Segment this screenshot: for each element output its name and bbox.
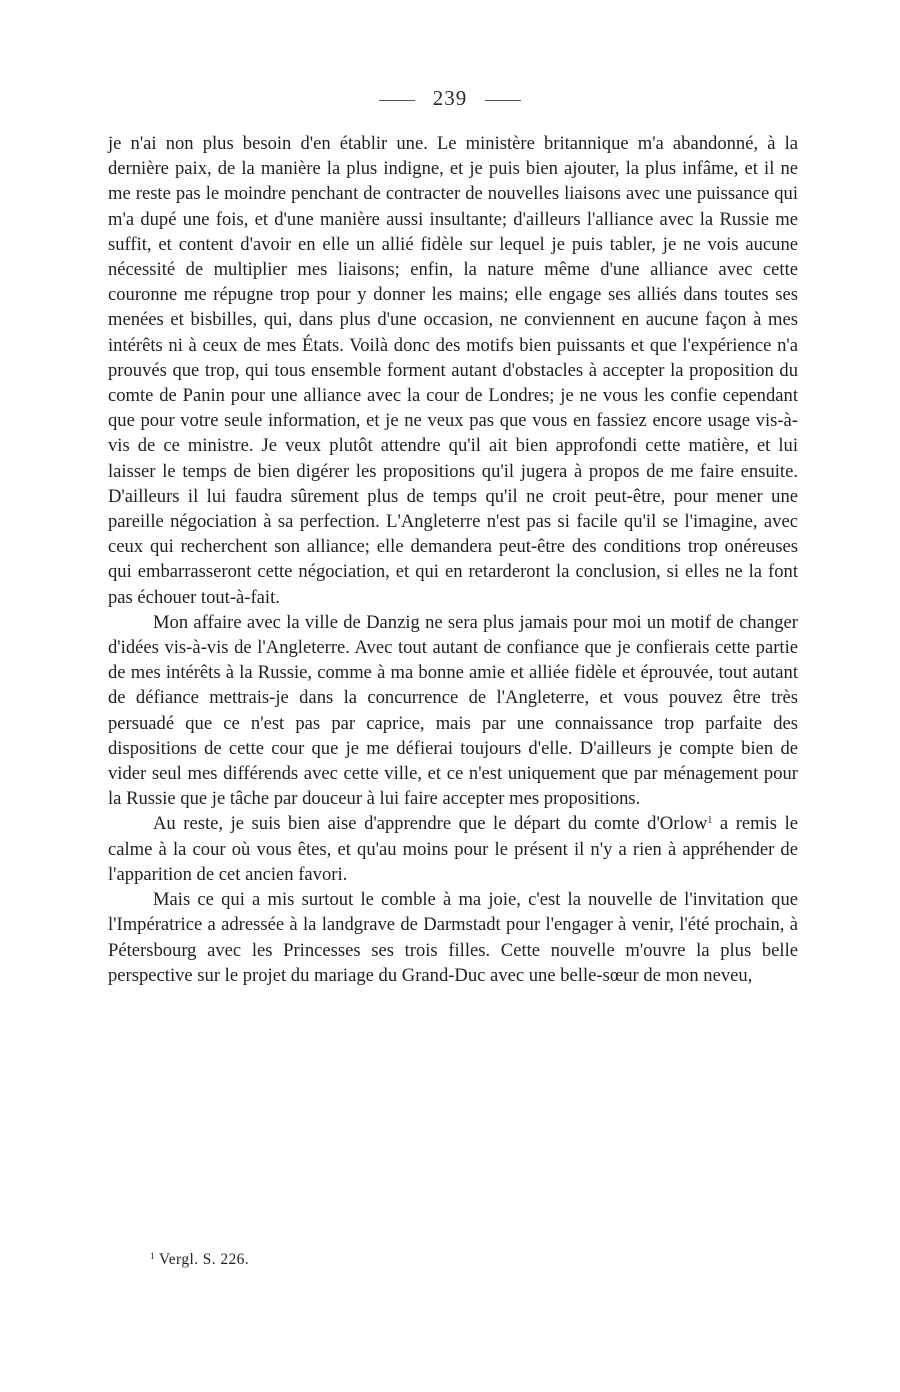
paragraph-3-text-after: a remis le calme à la cour où vous êtes, et qu'au moins pour le présent il n'y a rien à appréhender de l'apparition de cet ancien favori. [108, 813, 798, 885]
paragraph-1: je n'ai non plus besoin d'en établir une. Le ministère britannique m'a abandonné, à la dernière paix, de la manière la plus indigne, et je puis bien ajouter, la plus infâme, et il ne me reste pas le moindre penchant de contracter de nouvelles liaisons avec une puissance qui m'a dupé une fois, et d'une manière aussi insultante; d'ailleurs l'alliance avec la Russie me suffit, et content d'avoir en elle un allié fidèle sur lequel je puis tabler, je ne vois aucune nécessité de multiplier mes liaisons; enfin, la nature même d'une alliance avec cette couronne me répugne trop pour y donner les mains; elle engage ses alliés dans toutes ses menées et bisbilles, qui, dans plus d'une occasion, ne conviennent en aucune façon à mes intérêts ni à ceux de mes États. Voilà donc des motifs bien puissants et que l'expérience n'a prouvés que trop, qui tous ensemble forment autant d'obstacles à accepter la proposition du comte de Panin pour une alliance avec la cour de Londres; je ne vous les confie cependant que pour votre seule information, et je ne veux pas que vous en fassiez encore usage vis-à-vis de ce ministre. Je veux plutôt attendre qu'il ait bien approfondi cette matière, et lui laisser le temps de bien digérer les propositions qu'il jugera à propos de me faire ensuite. D'ailleurs il lui faudra sûrement plus de temps qu'il ne croit peut-être, pour mener une pareille négociation à sa perfection. L'Angleterre n'est pas si facile qu'il se l'imagine, avec ceux qui recherchent son alliance; elle demandera peut-être des conditions trop onéreuses qui embarrasseront cette négociation, et qui en retarderont la conclusion, si elles ne la font pas échouer tout-à-fait. [108, 133, 798, 608]
header-rule-right [485, 100, 521, 101]
paragraph-3-text-before: Au reste, je suis bien aise d'apprendre que le départ du comte d'Orlow [153, 813, 708, 835]
page-header [0, 86, 900, 111]
footnote-text: Vergl. S. 226. [158, 1251, 250, 1268]
footnote-marker: 1 [150, 1251, 155, 1261]
paragraph-3 [108, 811, 798, 887]
body-text [108, 131, 798, 988]
footnote [150, 1250, 800, 1270]
header-rule-left [379, 100, 415, 101]
footnote-reference: 1 [707, 815, 713, 827]
page-number: 239 [432, 86, 468, 110]
paragraph-4: Mais ce qui a mis surtout le comble à ma joie, c'est la nouvelle de l'invitation que l'Impératrice a adressée à la landgrave de Darmstadt pour l'engager à venir, l'été prochain, à Pétersbourg avec les Princesses ses trois filles. Cette nouvelle m'ouvre la plus belle perspective sur le projet du mariage du Grand-Duc avec une belle-sœur de mon neveu, [108, 889, 798, 986]
paragraph-2: Mon affaire avec la ville de Danzig ne sera plus jamais pour moi un motif de changer d'idées vis-à-vis de l'Angleterre. Avec tout autant de confiance que je confierais cette partie de mes intérêts à la Russie, comme à ma bonne amie et alliée fidèle et éprouvée, tout autant de défiance mettrais-je dans la concurrence de l'Angleterre, et vous pouvez être très persuadé que ce n'est pas par caprice, mais par une connaissance trop parfaite des dispositions de cette cour que je me défierai toujours d'elle. D'ailleurs je compte bien de vider seul mes différends avec cette ville, et ce n'est uniquement que par ménagement pour la Russie que je tâche par douceur à lui faire accepter mes propositions. [108, 611, 798, 810]
